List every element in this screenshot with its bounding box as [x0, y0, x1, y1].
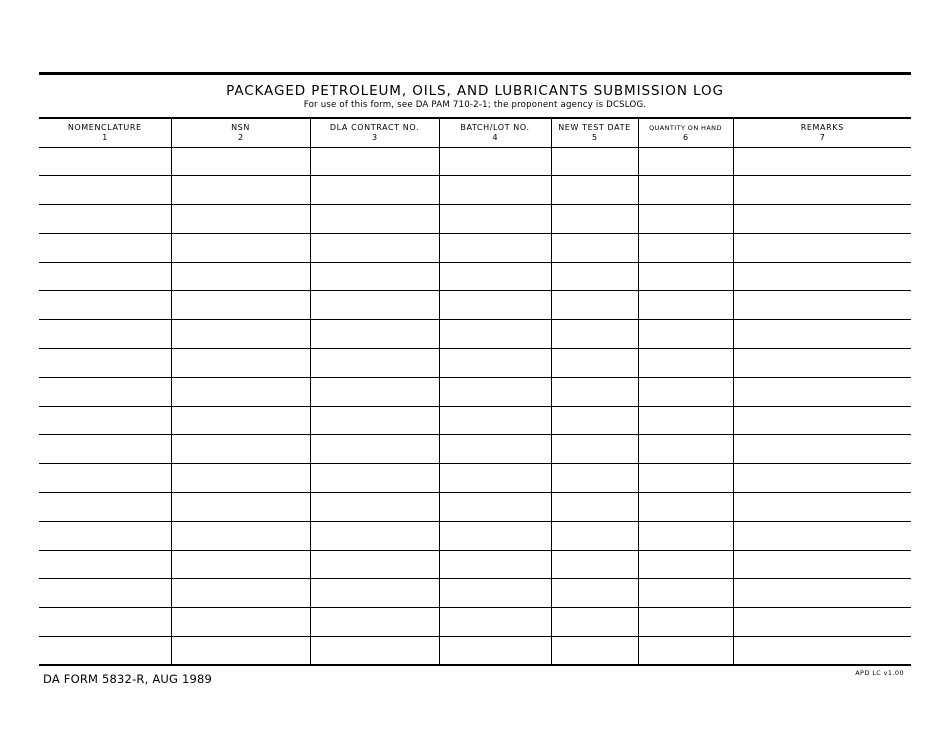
quantity-on-hand-cell[interactable]	[638, 233, 733, 262]
quantity-on-hand-cell[interactable]	[638, 205, 733, 234]
table-row	[39, 291, 911, 320]
table-row	[39, 147, 911, 176]
quantity-on-hand-cell[interactable]	[638, 377, 733, 406]
nsn-cell[interactable]	[171, 377, 310, 406]
dla-contract-cell[interactable]	[310, 205, 439, 234]
new-test-date-cell[interactable]	[551, 147, 638, 176]
header-row	[39, 118, 911, 147]
dla-contract-cell[interactable]	[310, 406, 439, 435]
column-number: 6	[682, 133, 689, 142]
nomenclature-cell[interactable]	[39, 176, 171, 205]
nsn-cell[interactable]	[171, 637, 310, 666]
column-header-quantity-on-hand	[638, 118, 733, 147]
quantity-on-hand-cell[interactable]	[638, 176, 733, 205]
quantity-on-hand-cell[interactable]	[638, 320, 733, 349]
table-row	[39, 320, 911, 349]
remarks-cell[interactable]	[733, 550, 911, 579]
dla-contract-cell[interactable]	[310, 320, 439, 349]
quantity-on-hand-cell[interactable]	[638, 262, 733, 291]
title-block	[39, 75, 911, 117]
remarks-cell[interactable]	[733, 320, 911, 349]
batch-lot-cell[interactable]	[439, 406, 551, 435]
quantity-on-hand-cell[interactable]	[638, 147, 733, 176]
column-header-batch-lot	[439, 118, 551, 147]
nomenclature-cell[interactable]	[39, 147, 171, 176]
quantity-on-hand-cell[interactable]	[638, 521, 733, 550]
dla-contract-cell[interactable]	[310, 608, 439, 637]
dla-contract-cell[interactable]	[310, 550, 439, 579]
log-table	[39, 117, 911, 666]
column-label: REMARKS	[800, 123, 844, 132]
new-test-date-cell[interactable]	[551, 176, 638, 205]
batch-lot-cell[interactable]	[439, 262, 551, 291]
column-number: 5	[591, 133, 598, 142]
quantity-on-hand-cell[interactable]	[638, 608, 733, 637]
remarks-cell[interactable]	[733, 464, 911, 493]
quantity-on-hand-cell[interactable]	[638, 406, 733, 435]
remarks-cell[interactable]	[733, 521, 911, 550]
nsn-cell[interactable]	[171, 464, 310, 493]
nsn-cell[interactable]	[171, 205, 310, 234]
nomenclature-cell[interactable]	[39, 349, 171, 378]
table-row	[39, 464, 911, 493]
quantity-on-hand-cell[interactable]	[638, 637, 733, 666]
dla-contract-cell[interactable]	[310, 521, 439, 550]
column-number: 3	[371, 133, 378, 142]
column-number: 2	[237, 133, 244, 142]
column-number: 7	[819, 133, 825, 142]
remarks-cell[interactable]	[733, 349, 911, 378]
nsn-cell[interactable]	[171, 176, 310, 205]
dla-contract-cell[interactable]	[310, 233, 439, 262]
batch-lot-cell[interactable]	[439, 377, 551, 406]
dla-contract-cell[interactable]	[310, 176, 439, 205]
new-test-date-cell[interactable]	[551, 349, 638, 378]
batch-lot-cell[interactable]	[439, 550, 551, 579]
batch-lot-cell[interactable]	[439, 291, 551, 320]
new-test-date-cell[interactable]	[551, 493, 638, 522]
form-subtitle: For use of this form, see DA PAM 710-2-1; the proponent agency is DCSLOG.	[303, 100, 647, 110]
nomenclature-cell[interactable]	[39, 550, 171, 579]
nsn-cell[interactable]	[171, 262, 310, 291]
dla-contract-cell[interactable]	[310, 147, 439, 176]
remarks-cell[interactable]	[733, 637, 911, 666]
nomenclature-cell[interactable]	[39, 521, 171, 550]
batch-lot-cell[interactable]	[439, 320, 551, 349]
dla-contract-cell[interactable]	[310, 464, 439, 493]
table-row	[39, 637, 911, 666]
new-test-date-cell[interactable]	[551, 262, 638, 291]
column-header-nomenclature	[39, 118, 171, 147]
batch-lot-cell[interactable]	[439, 493, 551, 522]
new-test-date-cell[interactable]	[551, 435, 638, 464]
column-header-nsn	[171, 118, 310, 147]
submission-log-form	[39, 72, 911, 666]
nomenclature-cell[interactable]	[39, 291, 171, 320]
quantity-on-hand-cell[interactable]	[638, 550, 733, 579]
nsn-cell[interactable]	[171, 493, 310, 522]
nsn-cell[interactable]	[171, 406, 310, 435]
remarks-cell[interactable]	[733, 176, 911, 205]
dla-contract-cell[interactable]	[310, 637, 439, 666]
remarks-cell[interactable]	[733, 435, 911, 464]
column-header-remarks	[733, 118, 911, 147]
nomenclature-cell[interactable]	[39, 233, 171, 262]
dla-contract-cell[interactable]	[310, 579, 439, 608]
version-label: APD LC v1.00	[855, 669, 904, 677]
table-row	[39, 406, 911, 435]
column-label: BATCH/LOT NO.	[460, 123, 530, 132]
table-row	[39, 493, 911, 522]
batch-lot-cell[interactable]	[439, 435, 551, 464]
table-row	[39, 608, 911, 637]
quantity-on-hand-cell[interactable]	[638, 579, 733, 608]
batch-lot-cell[interactable]	[439, 464, 551, 493]
nsn-cell[interactable]	[171, 291, 310, 320]
batch-lot-cell[interactable]	[439, 608, 551, 637]
remarks-cell[interactable]	[733, 291, 911, 320]
table-row	[39, 435, 911, 464]
batch-lot-cell[interactable]	[439, 233, 551, 262]
nomenclature-cell[interactable]	[39, 579, 171, 608]
nomenclature-cell[interactable]	[39, 464, 171, 493]
nomenclature-cell[interactable]	[39, 377, 171, 406]
form-identifier: DA FORM 5832-R, AUG 1989	[43, 672, 213, 686]
remarks-cell[interactable]	[733, 493, 911, 522]
remarks-cell[interactable]	[733, 406, 911, 435]
column-label: NEW TEST DATE	[558, 123, 631, 132]
table-row	[39, 377, 911, 406]
column-header-dla-contract	[310, 118, 439, 147]
remarks-cell[interactable]	[733, 608, 911, 637]
batch-lot-cell[interactable]	[439, 205, 551, 234]
batch-lot-cell[interactable]	[439, 349, 551, 378]
nomenclature-cell[interactable]	[39, 406, 171, 435]
nsn-cell[interactable]	[171, 435, 310, 464]
remarks-cell[interactable]	[733, 233, 911, 262]
nomenclature-cell[interactable]	[39, 637, 171, 666]
new-test-date-cell[interactable]	[551, 205, 638, 234]
column-number: 1	[102, 133, 108, 142]
new-test-date-cell[interactable]	[551, 464, 638, 493]
quantity-on-hand-cell[interactable]	[638, 291, 733, 320]
new-test-date-cell[interactable]	[551, 233, 638, 262]
nsn-cell[interactable]	[171, 147, 310, 176]
remarks-cell[interactable]	[733, 262, 911, 291]
new-test-date-cell[interactable]	[551, 291, 638, 320]
quantity-on-hand-cell[interactable]	[638, 349, 733, 378]
batch-lot-cell[interactable]	[439, 147, 551, 176]
nsn-cell[interactable]	[171, 550, 310, 579]
batch-lot-cell[interactable]	[439, 637, 551, 666]
nomenclature-cell[interactable]	[39, 320, 171, 349]
nomenclature-cell[interactable]	[39, 205, 171, 234]
remarks-cell[interactable]	[733, 147, 911, 176]
new-test-date-cell[interactable]	[551, 377, 638, 406]
nomenclature-cell[interactable]	[39, 608, 171, 637]
batch-lot-cell[interactable]	[439, 521, 551, 550]
new-test-date-cell[interactable]	[551, 550, 638, 579]
table-row	[39, 262, 911, 291]
new-test-date-cell[interactable]	[551, 320, 638, 349]
dla-contract-cell[interactable]	[310, 262, 439, 291]
dla-contract-cell[interactable]	[310, 291, 439, 320]
new-test-date-cell[interactable]	[551, 521, 638, 550]
remarks-cell[interactable]	[733, 377, 911, 406]
log-body	[39, 147, 911, 665]
nomenclature-cell[interactable]	[39, 493, 171, 522]
nomenclature-cell[interactable]	[39, 435, 171, 464]
new-test-date-cell[interactable]	[551, 608, 638, 637]
nsn-cell[interactable]	[171, 608, 310, 637]
quantity-on-hand-cell[interactable]	[638, 493, 733, 522]
dla-contract-cell[interactable]	[310, 493, 439, 522]
remarks-cell[interactable]	[733, 205, 911, 234]
batch-lot-cell[interactable]	[439, 579, 551, 608]
column-label: QUANTITY ON HAND	[649, 124, 722, 132]
new-test-date-cell[interactable]	[551, 406, 638, 435]
nsn-cell[interactable]	[171, 233, 310, 262]
table-row	[39, 176, 911, 205]
nsn-cell[interactable]	[171, 579, 310, 608]
table-row	[39, 233, 911, 262]
batch-lot-cell[interactable]	[439, 176, 551, 205]
quantity-on-hand-cell[interactable]	[638, 464, 733, 493]
nomenclature-cell[interactable]	[39, 262, 171, 291]
new-test-date-cell[interactable]	[551, 637, 638, 666]
remarks-cell[interactable]	[733, 579, 911, 608]
form-title: PACKAGED PETROLEUM, OILS, AND LUBRICANTS SUBMISSION LOG	[226, 83, 724, 99]
nsn-cell[interactable]	[171, 320, 310, 349]
table-row	[39, 521, 911, 550]
nsn-cell[interactable]	[171, 521, 310, 550]
table-row	[39, 349, 911, 378]
nsn-cell[interactable]	[171, 349, 310, 378]
column-header-new-test-date	[551, 118, 638, 147]
column-label: DLA CONTRACT NO.	[329, 123, 420, 132]
dla-contract-cell[interactable]	[310, 349, 439, 378]
table-row	[39, 579, 911, 608]
column-label: NSN	[231, 123, 250, 132]
column-label: NOMENCLATURE	[67, 123, 142, 132]
column-number: 4	[492, 133, 498, 142]
table-row	[39, 550, 911, 579]
new-test-date-cell[interactable]	[551, 579, 638, 608]
dla-contract-cell[interactable]	[310, 435, 439, 464]
table-row	[39, 205, 911, 234]
quantity-on-hand-cell[interactable]	[638, 435, 733, 464]
dla-contract-cell[interactable]	[310, 377, 439, 406]
